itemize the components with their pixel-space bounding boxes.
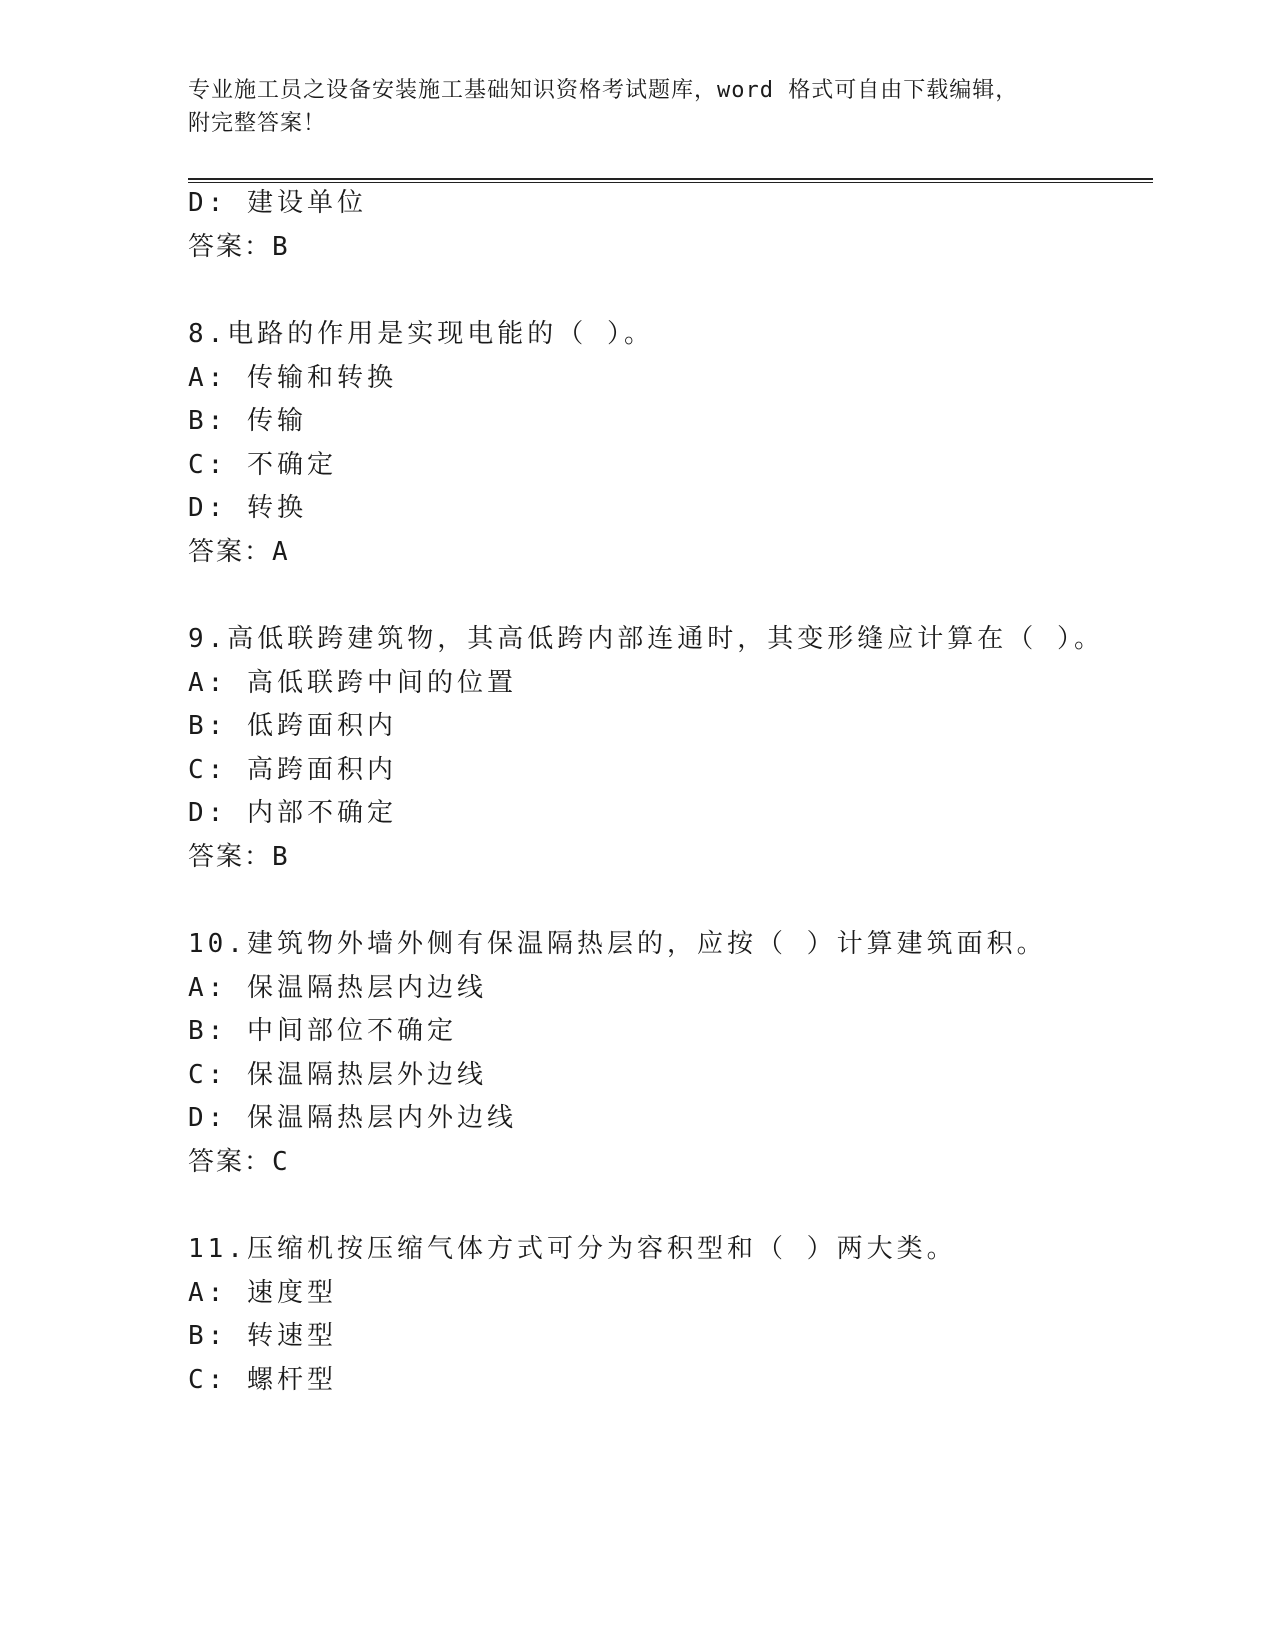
option-c: C: 螺杆型 bbox=[188, 1365, 337, 1395]
option-a: A: 速度型 bbox=[188, 1278, 337, 1308]
document-header bbox=[188, 74, 1088, 140]
option-d: D: 转换 bbox=[188, 493, 307, 523]
header-divider bbox=[188, 178, 1153, 183]
answer-line: 答案：C bbox=[188, 1147, 290, 1177]
header-line-1: 专业施工员之设备安装施工基础知识资格考试题库，word 格式可自由下载编辑， bbox=[188, 78, 1019, 103]
answer-line: 答案：A bbox=[188, 537, 290, 567]
option-b: B: 转速型 bbox=[188, 1321, 337, 1351]
option-b: B: 传输 bbox=[188, 406, 307, 436]
header-line-2: 附完整答案！ bbox=[188, 111, 327, 136]
option-b: B: 中间部位不确定 bbox=[188, 1016, 457, 1046]
option-c: C: 不确定 bbox=[188, 450, 337, 480]
question-stem: 11.压缩机按压缩气体方式可分为容积型和（ ）两大类。 bbox=[188, 1234, 957, 1264]
option-c: C: 高跨面积内 bbox=[188, 755, 397, 785]
option-d: D: 内部不确定 bbox=[188, 798, 397, 828]
option-a: A: 保温隔热层内边线 bbox=[188, 973, 487, 1003]
option-b: B: 低跨面积内 bbox=[188, 711, 397, 741]
question-stem: 10.建筑物外墙外侧有保温隔热层的，应按（ ）计算建筑面积。 bbox=[188, 929, 1047, 959]
option-c: C: 保温隔热层外边线 bbox=[188, 1060, 487, 1090]
option-d: D: 建设单位 bbox=[188, 188, 367, 218]
question-stem: 9.高低联跨建筑物，其高低跨内部连通时，其变形缝应计算在（ ）。 bbox=[188, 624, 1104, 654]
option-a: A: 高低联跨中间的位置 bbox=[188, 668, 517, 698]
answer-line: 答案：B bbox=[188, 842, 290, 872]
option-a: A: 传输和转换 bbox=[188, 363, 397, 393]
question-stem: 8.电路的作用是实现电能的（ ）。 bbox=[188, 319, 654, 349]
option-d: D: 保温隔热层内外边线 bbox=[188, 1103, 517, 1133]
answer-line: 答案：B bbox=[188, 232, 290, 262]
